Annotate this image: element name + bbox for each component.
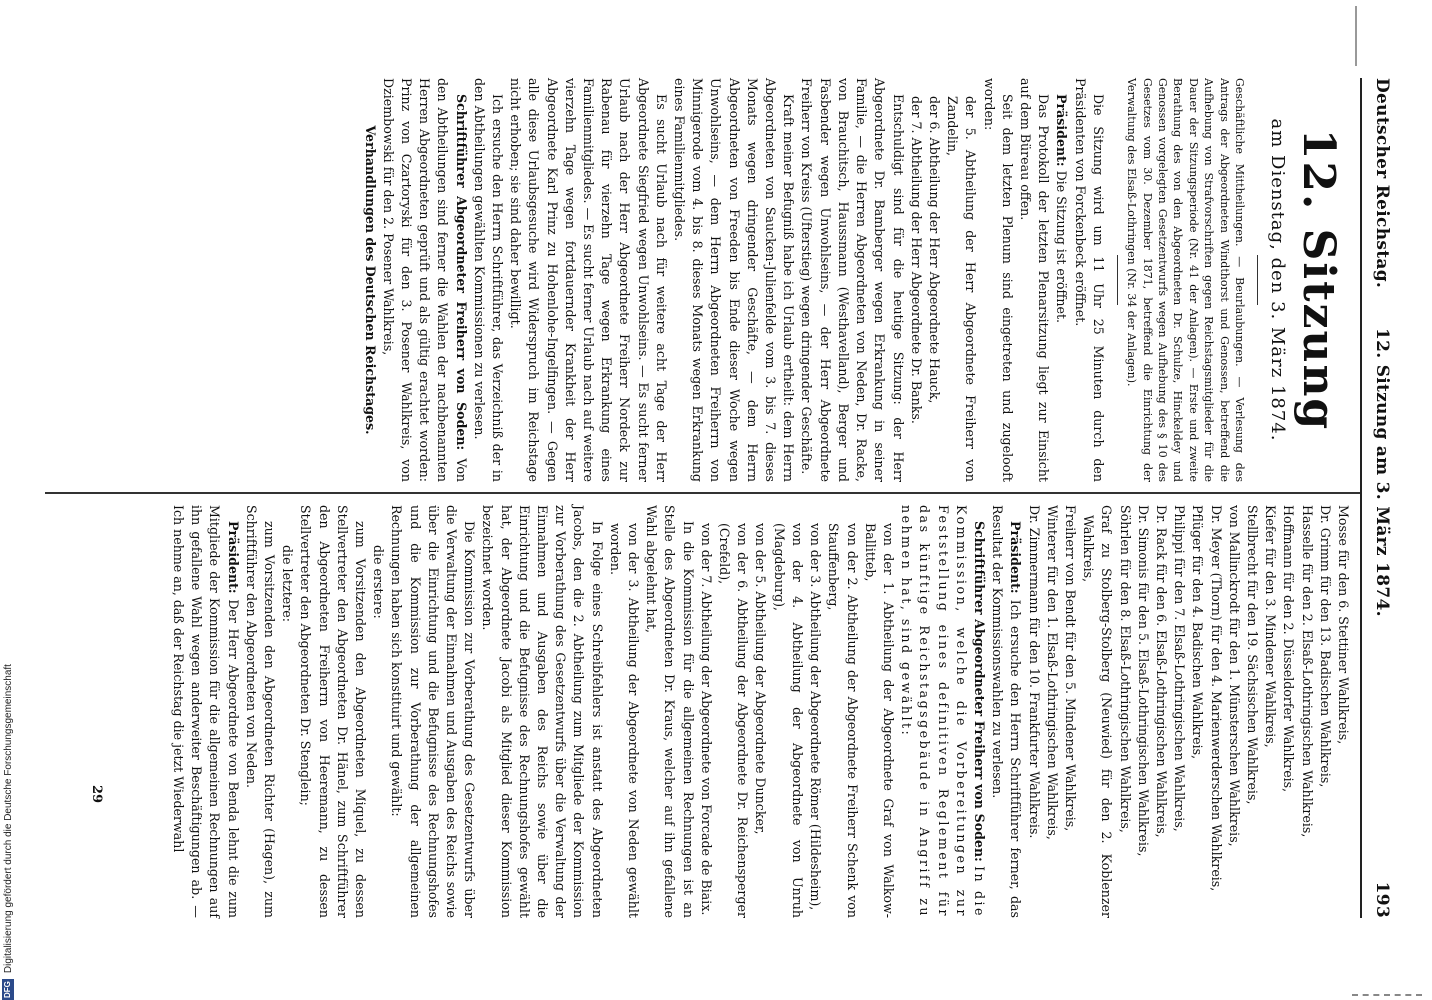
title-rule (1257, 255, 1258, 305)
election-item: Mosse für den 6. Stettiner Wahlkreis, (1336, 505, 1351, 745)
commission-member: von der 3. Abtheilung der Abgeordnete Römer (Hildesheim), (808, 523, 824, 911)
entry-item: der 7. Abtheilung der Herr Abgeordnete Dr. Banks. (908, 96, 924, 424)
constitution-paragraph: Die Kommission zur Vorberathung des Gesetzentwurfs über die Verwaltung der Einnahmen und Ausgaben des Reichs sowie über die Einrichtung und die Befugnisse des Rechnungshofes und die Kommission zur Vorberathung der allgemeinen Rechnungen haben sich konstituirt und gewählt: (389, 505, 478, 918)
speaker-label: Präsident: (1008, 521, 1024, 594)
correction-paragraph: In Folge eines Schreibfehlers ist anstatt des Abgeordneten Jacobs, den die 2. Abtheilung zum Mitgliede der Kommission zur Vorberathung des Gesetzentwurfs über die Verwaltung der Einnahmen und Ausgaben des Reichs sowie über die Einrichtung und die Befugnisse des Rechnungshofes gewählt hat, der Abgeordnete Jacobi als Mitglied dieser Kommission bezeichnet worden. (480, 505, 605, 918)
digitization-credit (2, 600, 16, 1000)
commission-member: von der 4. Abtheilung der Abgeordnete von Unruh (Magdeburg), (771, 523, 805, 918)
sub-heading: die erstere: (371, 545, 387, 619)
officers-paragraph: zum Vorsitzenden den Abgeordneten Richter (Hagen), zum Schriftführer den Abgeordneten von Neden. (243, 505, 278, 918)
election-item: Söhrlen für den 8. Elsaß-Lothringischen Wahlkreis, (1117, 505, 1133, 833)
summary-rule (1117, 255, 1118, 305)
election-item: Freiherr von Bendt für den 5. Mindener Wahlkreis, (1062, 505, 1078, 832)
session-date: am Dienstag, den 3. März 1874. (1267, 118, 1288, 442)
speaker-label: Schriftführer Abgeordneter Freiherr von Soden: (971, 521, 987, 862)
commission-member: von der 7. Abtheilung der Abgeordnete von Forcade de Biaix. (698, 523, 714, 916)
running-head-publication: Deutscher Reichstag. (1372, 78, 1392, 289)
election-item: Dr. Meyer (Thorn) für den 4. Marienwerderschen Wahlkreis, (1208, 505, 1224, 892)
speaker-label: Präsident: (1054, 94, 1070, 167)
running-head (1362, 78, 1392, 918)
speech-text: Der Herr Abgeordnete von Benda lehnt die zum Mitgliede der Kommission für die allgemeinen Rechnungen auf ihn gefallene Wahl wegen anderweiter Beschäftigungen ab. — Ich nehme an, daß der Reichstag die jetzt Wiederwahl (171, 505, 241, 918)
excused-paragraph: Entschuldigt sind für die heutige Sitzung: der Herr Abgeordnete Dr. Bamberger wegen Erkrankung in seiner Familie, — die Herren Abgeordneten von Neden, Dr. Racke, von Brauchitsch, Haussmann (Westhavelland), Berger und Fasbender wegen Unwohlseins, — der Herr Abgeordnete Freiherr von Kreiss (Ufterstieg) wegen dringender Geschäfte. (799, 78, 906, 482)
election-item: Pflüger für den 4. Badischen Wahlkreis, (1190, 505, 1206, 760)
speech-text: Von den Abtheilungen sind ferner die Wahlen der nachbenannten Herren Abgeordneten geprüft und als gültig erachtet worden: Prinz von Czartoryski für den 3. Posener Wahlkreis, von Dziembowski für den 2. Posener Wahlkreis, (380, 78, 469, 483)
scan-edge-mark (1352, 982, 1422, 996)
digitization-text: Digitalisierung gefördert durch die Deutsche Forschungsgemeinschaft (3, 664, 14, 974)
opening-paragraph: Die Sitzung wird um 11 Uhr 25 Minuten durch den Präsidenten von Forckenbeck eröffnet. (1072, 78, 1106, 482)
scan-edge-mark (1355, 6, 1377, 66)
commission-member: von der 5. Abtheilung der Abgeordnete Duncker, (753, 523, 769, 835)
speaker-label: Präsident: (225, 521, 241, 594)
verhandlungen-footer: Verhandlungen des Deutschen Reichstages. (362, 125, 378, 435)
president-statement (169, 505, 242, 918)
election-item: Dr. Rack für den 6. Elsaß-Lothringischen Wahlkreis, (1153, 505, 1169, 838)
election-item: Winterer für den 1. Elsaß-Lothringischen Wahlkreis, (1044, 505, 1060, 840)
election-item: Dr. Zimmermann für den 10. Frankfurter Wahlkreis. (1026, 505, 1042, 839)
session-title: 12. Sitzung (1293, 128, 1344, 432)
contents-summary: Geschäftliche Mittheilungen. — Beurlaubungen. — Verlesung des Antrags der Abgeordneten Windthorst und Genossen, betreffend die Aufhebung von Strafvorschriften gegen Reichstagsmitglieder für die Dauer der Sitzungsperiode (Nr. 41 der Anlagen). — Erste und zweite Berathung des von den Abgeordneten Dr. Schulze, Hinckeldey und Genossen vorgelegten Gesetzentwurfs wegen Aufhebung des § 10 des Gesetzes vom 30. Dezember 1871, betreffend die Einrichtung der Verwaltung des Elsaß-Lothringen (Nr. 34 der Anlagen). (1125, 78, 1246, 482)
commission-member: von der 6. Abtheilung der Abgeordnete Dr. Reichensperger (Crefeld), (717, 523, 751, 918)
running-head-session: 12. Sitzung am 3. März 1874. (1372, 328, 1392, 617)
right-column (169, 505, 1352, 918)
leave-requests-paragraph: Es sucht Urlaub nach für weitere acht Tage der Herr Abgeordnete Siegfried wegen Unwohlseins. — Es sucht ferner Urlaub nach der Herr Abgeordnete Freiherr Nordeck zur Rabenau für vierzehn Tage wegen Erkrankung eines Familienmitgliedes. — Es sucht ferner Urlaub nach auf weitere vierzehn Tage wegen fortdauernder Krankheit der Herr Abgeordnete Karl Prinz zu Hohenlohe-Ingelfingen. — Gegen alle diese Urlaubsgesuche wird Widerspruch im Reichstage nicht erhoben; sie sind daher bewilligt. (508, 78, 669, 483)
election-item: Hoffmann für den 2. Düsseldorfer Wahlkreis, (1281, 505, 1297, 793)
president-statement (1052, 78, 1070, 482)
speaker-label: Schriftführer Abgeordneter Freiherr von Soden: (453, 94, 469, 451)
protocol-paragraph: Das Protokoll der letzten Plenarsitzung liegt zur Einsicht auf dem Büreau offen. (1017, 78, 1052, 482)
speech-text: Ich ersuche den Herrn Schriftführer ferner, das Resultat der Kommissionswahlen zu verlesen. (990, 505, 1024, 918)
speech-text: In die Kommission, welche die Vorbereitungen zur Feststellung eines definitiven Reglement für das künftige Reichstagsgebäude in Angriff zu nehmen hat, sind gewählt: (899, 505, 987, 919)
secretary-statement (897, 505, 988, 918)
speech-text: Die Sitzung ist eröffnet. (1054, 170, 1070, 324)
election-item: Philippi für den 7. Elsaß-Lothringischen Wahlkreis, (1172, 505, 1188, 832)
entry-item: der 5. Abtheilung der Herr Abgeordnete Freiherr von Zandelin, (945, 96, 979, 482)
election-item: Kiefer für den 3. Mindener Wahlkreis, (1263, 505, 1279, 748)
leave-granted-paragraph: Kraft meiner Befugniß habe ich Urlaub ertheilt: dem Herrn Abgeordneten von Saucken-Julienfelde vom 3. bis 7. dieses Monats wegen dringender Geschäfte, — dem Herrn Abgeordneten von Freeden bis Ende dieser Woche wegen Unwohlseins, — dem Herrn Abgeordneten Freiherrn von Minnigerode vom 4. bis 8. dieses Monats wegen Erkrankung eines Familienmitgliedes. (672, 78, 797, 482)
election-item: Graf zu Stolberg-Stolberg (Neuwied) für den 2. Koblenzer Wahlkreis, (1081, 505, 1115, 918)
running-head-page-number: 193 (1372, 881, 1392, 918)
secretary-statement (379, 78, 470, 482)
sub-heading: die letztere: (280, 545, 296, 622)
commission-member: von der 2. Abtheilung der Abgeordnete Freiherr Schenk von Stauffenberg, (826, 523, 860, 918)
election-item: Dr. Simonis für den 5. Elsaß-Lothringischen Wahlkreis, (1135, 505, 1151, 857)
header-rule (1360, 78, 1362, 918)
officers-paragraph: zum Vorsitzenden den Abgeordneten Miquel, zu dessen Stellvertreter den Abgeordneten Dr. Hänel, zum Schriftführer den Abgeordneten Freiherrn von Heeremann, zu dessen Stellvertreter den Abgeordneten Dr. Stenglein; (298, 505, 369, 918)
election-item: Dr. Grimm für den 13. Badischen Wahlkreis, (1317, 505, 1333, 788)
column-divider (45, 492, 1360, 494)
entry-item: der 6. Abtheilung der Herr Abgeordnete Hauck, (926, 96, 942, 404)
commission-request-paragraph: Ich ersuche den Herrn Schriftführer, das Verzeichniß der in den Abtheilungen gewählten Kommissionen zu verlesen. (471, 78, 506, 482)
entries-paragraph: Seit dem letzten Plenum sind eingetreten und zugelooft worden: (981, 78, 1015, 482)
dfg-logo-icon: DFG (3, 981, 13, 998)
left-column (360, 78, 1352, 482)
commission-paragraph: In die Kommission für die allgemeinen Rechnungen ist an Stelle des Abgeordneten Dr. Kraus, welcher auf ihn gefallene Wahl abgelehnt hat, (644, 505, 696, 918)
commission-member: von der 1. Abtheilung der Abgeordnete Graf von Walkow-Ballitteb, (862, 523, 896, 918)
election-item: von Mallinckrodt für den 1. Münsterschen Wahlkreis, (1226, 505, 1242, 847)
election-item: Hasselle für den 2. Elsaß-Lothringischen Wahlkreis, (1299, 505, 1315, 838)
election-item: Stellbrecht für den 19. Sächsischen Wahlkreis, (1244, 505, 1260, 805)
commission-member: von der 3. Abtheilung der Abgeordnete von Neden gewählt worden. (607, 523, 642, 918)
president-statement (988, 505, 1024, 918)
sheet-signature-number: 29 (89, 785, 104, 804)
